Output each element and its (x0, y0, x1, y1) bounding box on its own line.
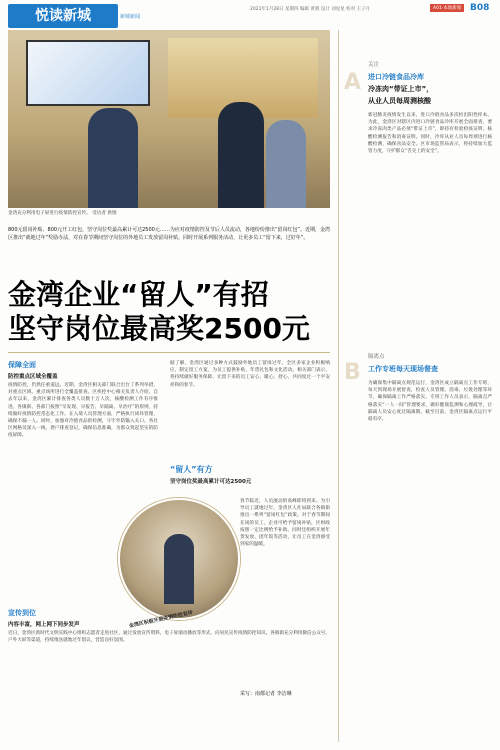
headline-line-2: 坚守岗位最高奖2500元 (8, 312, 310, 345)
circle-photo-caption: 金湾区积极开展疫情防控宣传 (128, 609, 194, 630)
photo-person-3 (266, 120, 306, 208)
circle-photo-person (164, 534, 194, 604)
col2-body-2: 春节临近，人员流动的高峰即将到来。为引导员工就地过年，金湾区人社局联合各镇街推出一系列“留岗红包”政策。对于春节期间在岗的员工，企业可给予留岗补贴，区财政按照一定比例给予补助。同时还组织开展年货发放、团年饭等活动，让员工在金湾感受到家的温暖。 (240, 499, 330, 548)
a-title-2: 冷冻肉“带证上市”， (368, 85, 434, 93)
a-title-3: 从业人员每周测核酸 (368, 97, 431, 105)
col1-subhead-2b: 内容丰富，网上网下同步发声 (8, 622, 80, 628)
section-mark-b: B (344, 360, 361, 385)
quote-subtitle: 坚守岗位奖最高累计可达2500元 (170, 479, 252, 485)
photo-screen (26, 40, 150, 106)
headline-rule (8, 352, 330, 353)
a-title-1: 进口冷链食品冷库 (368, 73, 424, 81)
right-column (338, 30, 339, 742)
col1-subhead: 防控重点区域全覆盖 (8, 374, 58, 380)
photo-person-1 (88, 108, 138, 208)
masthead-logo-sub: 新城新闻 (120, 14, 141, 20)
b-title: 工作专班每天现场督查 (368, 365, 438, 373)
quote-title: “留人”有方 (170, 465, 213, 474)
masthead (0, 0, 500, 30)
lead-photo (8, 30, 330, 208)
b-kicker: 隔离点 (368, 354, 385, 360)
section-mark-a: A (344, 70, 362, 95)
masthead-badge: A01·本地新闻 (430, 4, 464, 12)
page-number: B08 (470, 3, 490, 13)
col1-subhead-2: 宣传到位 (8, 609, 36, 617)
lead-summary: 800元留岗补贴、800元开工红包，坚守岗位奖最高累计可达2500元……为应对疫情防控及节后人员流动，各地纷纷推出“留岗红包”。近期，金湾区推出“就地过年”奖励办法，对在春节期间坚守岗位的外地员工发放留岗补贴，同时开展系列服务活动，让更多员工“留下来，过好年”。 (8, 227, 330, 241)
col1-body-2: 近日，金湾区新时代文明实践中心组织志愿者走进社区，通过发放宣传资料、电子屏滚动播放等形式，向居民宣传疫情防控知识。各镇街充分利用微信公众号、户外大屏等渠道，持续推送就地过年倡议，营造良好氛围。 (8, 631, 330, 644)
photo-person-2 (218, 102, 264, 208)
col1-body: 疫情防控，仍然任重道远。近期，金湾区相关部门联合出台了系列举措，对重点区域、重点场所进行全覆盖排查。区疾控中心相关负责人介绍，自去年以来，金湾区累计排查各类人员数十万人次，核酸检测工作有序推进。各镇街、各部门按照“早发现、早报告、早隔离、早治疗”的原则，持续做好疫情防控常态化工作。在入境人员管理方面，严格执行闭环管理，确保不漏一人。同时，加强对冷链食品的检测，守牢外防输入关口。各社区网格员深入一线，逐户排查登记，确保信息准确，为群众筑起坚实的防疫屏障。 (8, 383, 158, 439)
a-body: 新冠肺炎疫情发生以来，进口冷链食品多次检出阳性样本。为此，金湾区对辖区内进口冷链食品冷库开展全面排查，要求冷冻肉类产品必须“带证上市”，即持有检验检疫证明、核酸检测报告和消毒证明。同时，冷库从业人员每周须进行核酸检测，确保食品安全。区市场监管局表示，将持续加大监管力度，守护群众“舌尖上的安全”。 (368, 113, 492, 155)
masthead-logo: 悦读新城 (8, 4, 118, 28)
lead-photo-caption: 金湾充分利用电子屏进行疫情防控宣传。 受访者 供图 (8, 211, 117, 216)
col1-byline: 保障全面 (8, 361, 36, 369)
b-body: 为确保集中隔离点规范运行，金湾区成立隔离点工作专班，每天到现场开展督查，检查人员管理、消毒、垃圾处理等环节，确保隔离工作严格落实。专班工作人员表示，隔离点严格落实“一人一间”管理要求，做好健康监测和心理疏导，让隔离人员安心度过隔离期。截至目前，金湾区隔离点运行平稳有序。 (368, 381, 492, 423)
col2-credit: 采写：南都记者 李洁琳 (240, 691, 292, 697)
headline-line-1: 金湾企业“留人”有招 (8, 278, 269, 311)
col2-body: 据了解，金湾区通过多种方式鼓励外地员工留岗过年，全区多家企业积极响应，制定留工方案，为员工提供补贴、年货礼包和文化活动。相关部门表示，将持续做好服务保障，让留下来的员工安心、暖心、舒心，共同度过一个平安祥和的春节。 (170, 361, 330, 388)
a-kicker: 关注 (368, 62, 380, 68)
masthead-dateline: 2021年1月28日 星期四 编辑 黄燕 设计 刘星星 校对 王子月 (250, 7, 371, 12)
quote-box (170, 464, 330, 492)
headline (8, 278, 330, 346)
